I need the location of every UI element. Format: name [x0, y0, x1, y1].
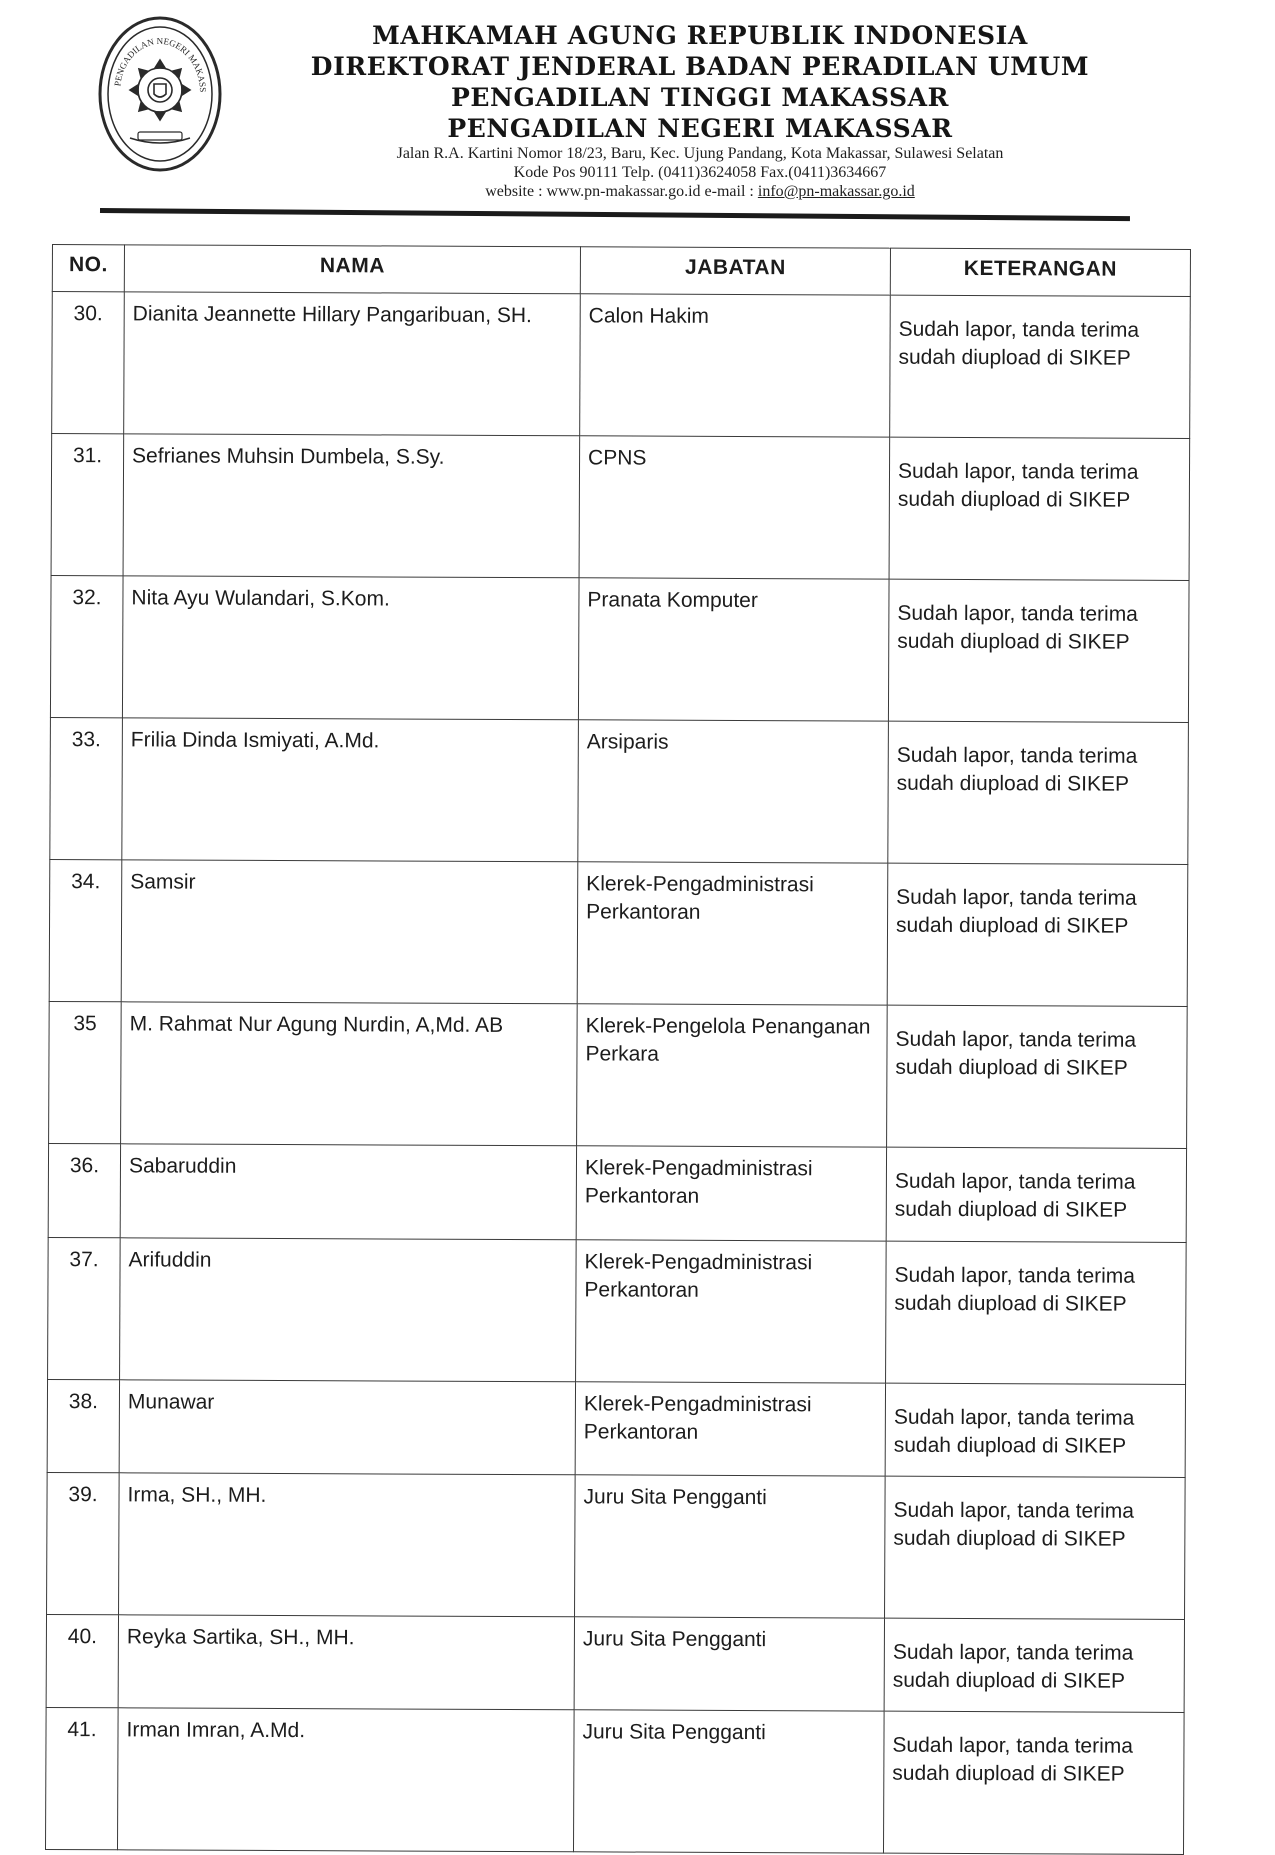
website-text: website : www.pn-makassar.go.id e-mail :	[485, 183, 758, 200]
cell-jabatan: Juru Sita Pengganti	[574, 1617, 884, 1711]
cell-jabatan: Pranata Komputer	[578, 578, 889, 721]
letterhead	[260, 20, 1140, 201]
cell-nama: Irman Imran, A.Md.	[117, 1708, 574, 1852]
cell-nama: Munawar	[119, 1380, 575, 1475]
table-row	[48, 1143, 1186, 1242]
website-line	[260, 182, 1140, 201]
cell-keterangan: Sudah lapor, tanda terima sudah diupload di SIKEP	[885, 1476, 1186, 1619]
institution-line-3: PENGADILAN TINGGI MAKASSAR	[450, 83, 950, 112]
header-keterangan: KETERANGAN	[890, 248, 1190, 296]
cell-no: 36.	[48, 1143, 120, 1237]
cell-keterangan: Sudah lapor, tanda terima sudah diupload di SIKEP	[887, 863, 1188, 1006]
cell-no: 32.	[50, 575, 123, 717]
cell-no: 35	[49, 1001, 122, 1143]
letterhead-divider	[100, 208, 1130, 221]
cell-no: 33.	[50, 717, 123, 859]
cell-nama: Dianita Jeannette Hillary Pangaribuan, SH.	[124, 292, 581, 436]
cell-no: 31.	[51, 434, 124, 576]
cell-nama: M. Rahmat Nur Agung Nurdin, A,Md. AB	[121, 1002, 578, 1146]
cell-keterangan: Sudah lapor, tanda terima sudah diupload di SIKEP	[890, 295, 1191, 438]
header-jabatan: JABATAN	[580, 247, 890, 295]
cell-jabatan: Klerek-Pengadministrasi Perkantoran	[575, 1382, 885, 1476]
cell-keterangan: Sudah lapor, tanda terima sudah diupload di SIKEP	[885, 1383, 1185, 1477]
email-link[interactable]: info@pn-makassar.go.id	[757, 183, 915, 200]
cell-nama: Sefrianes Muhsin Dumbela, S.Sy.	[123, 434, 580, 578]
cell-nama: Reyka Sartika, SH., MH.	[118, 1615, 574, 1710]
cell-keterangan: Sudah lapor, tanda terima sudah diupload di SIKEP	[888, 579, 1189, 722]
cell-nama: Irma, SH., MH.	[119, 1473, 576, 1617]
address-line: Jalan R.A. Kartini Nomor 18/23, Baru, Kec. Ujung Pandang, Kota Makassar, Sulawesi Selatan	[396, 145, 1004, 162]
cell-jabatan: Juru Sita Pengganti	[575, 1475, 886, 1618]
table-row	[50, 717, 1189, 864]
cell-no: 39.	[47, 1472, 120, 1614]
header-no: NO.	[52, 245, 124, 292]
contact-line: Kode Pos 90111 Telp. (0411)3624058 Fax.(0411)3634667	[513, 164, 887, 181]
staff-table	[45, 244, 1191, 1855]
table-row	[48, 1237, 1187, 1384]
table-row	[50, 575, 1189, 722]
svg-text:PENGADILAN NEGERI MAKASSAR: PENGADILAN NEGERI MAKASS	[112, 35, 209, 93]
cell-no: 40.	[46, 1614, 118, 1707]
table-row	[49, 859, 1188, 1006]
cell-nama: Sabaruddin	[120, 1144, 576, 1240]
table-row	[47, 1472, 1186, 1619]
cell-no: 38.	[47, 1379, 119, 1472]
staff-table-wrapper	[45, 244, 1190, 1855]
cell-keterangan: Sudah lapor, tanda terima sudah diupload di SIKEP	[883, 1711, 1184, 1854]
cell-no: 34.	[49, 859, 122, 1001]
table-row	[52, 292, 1191, 439]
cell-no: 37.	[48, 1237, 121, 1379]
institution-line-1: MAHKAMAH AGUNG REPUBLIK INDONESIA	[372, 21, 1028, 50]
header-nama: NAMA	[124, 245, 580, 294]
cell-jabatan: Klerek-Pengelola Penanganan Perkara	[577, 1004, 888, 1147]
table-row	[47, 1379, 1185, 1477]
table-row	[49, 1001, 1188, 1148]
court-seal-icon	[96, 14, 224, 174]
cell-keterangan: Sudah lapor, tanda terima sudah diupload di SIKEP	[886, 1241, 1187, 1384]
cell-keterangan: Sudah lapor, tanda terima sudah diupload di SIKEP	[884, 1618, 1184, 1712]
institution-line-2: DIREKTORAT JENDERAL BADAN PERADILAN UMUM	[310, 52, 1090, 81]
cell-nama: Arifuddin	[120, 1238, 577, 1382]
cell-no: 41.	[45, 1707, 118, 1849]
cell-jabatan: Juru Sita Pengganti	[573, 1710, 884, 1853]
cell-jabatan: Arsiparis	[578, 720, 889, 863]
cell-jabatan: CPNS	[579, 436, 890, 579]
cell-keterangan: Sudah lapor, tanda terima sudah diupload di SIKEP	[887, 1005, 1188, 1148]
table-row	[51, 434, 1190, 581]
institution-line-4: PENGADILAN NEGERI MAKASSAR	[447, 114, 953, 143]
cell-nama: Samsir	[121, 860, 578, 1004]
cell-jabatan: Klerek-Pengadministrasi Perkantoran	[576, 1240, 887, 1383]
cell-jabatan: Calon Hakim	[580, 294, 891, 437]
cell-no: 30.	[52, 292, 125, 434]
cell-nama: Frilia Dinda Ismiyati, A.Md.	[122, 718, 579, 862]
cell-keterangan: Sudah lapor, tanda terima sudah diupload di SIKEP	[888, 721, 1189, 864]
cell-jabatan: Klerek-Pengadministrasi Perkantoran	[576, 1146, 886, 1241]
cell-jabatan: Klerek-Pengadministrasi Perkantoran	[577, 862, 888, 1005]
table-row	[45, 1707, 1184, 1854]
cell-keterangan: Sudah lapor, tanda terima sudah diupload di SIKEP	[886, 1147, 1186, 1242]
cell-keterangan: Sudah lapor, tanda terima sudah diupload di SIKEP	[889, 437, 1190, 580]
table-row	[46, 1614, 1184, 1712]
cell-nama: Nita Ayu Wulandari, S.Kom.	[122, 576, 579, 720]
table-header-row	[52, 245, 1190, 297]
